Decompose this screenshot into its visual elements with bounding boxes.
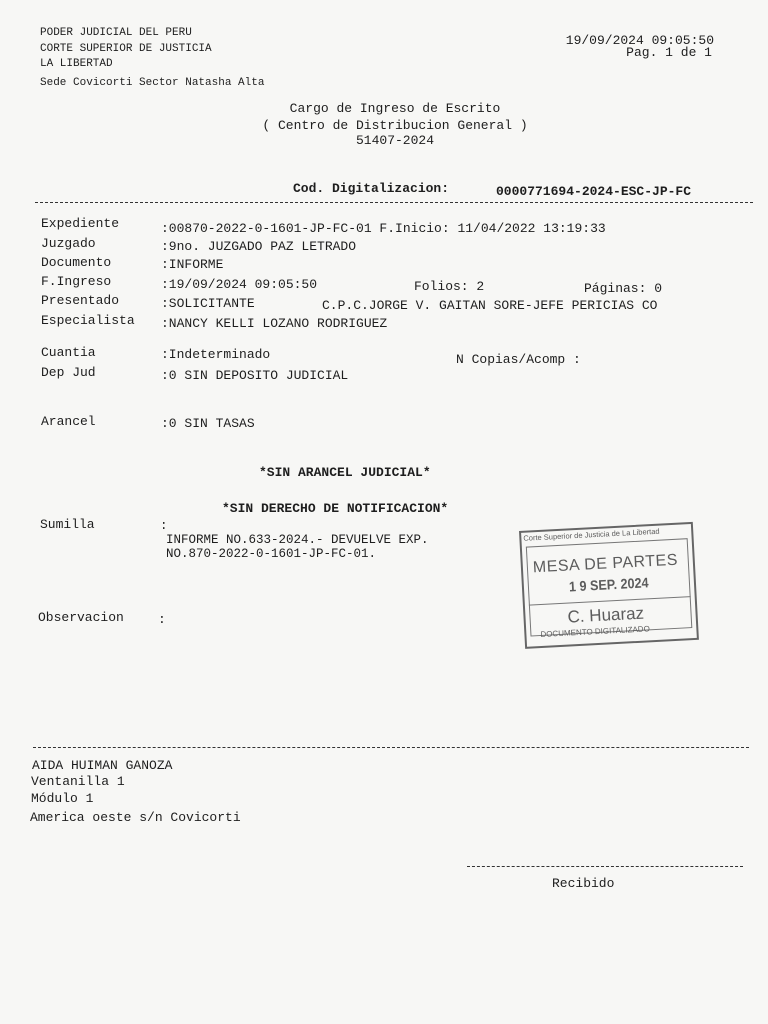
ncopias: N Copias/Acomp : [456,352,581,367]
stamp-place: C. Huaraz [567,603,645,627]
presentado-name: C.P.C.JORGE V. GAITAN SORE-JEFE PERICIAS CO [322,298,658,313]
mesa-de-partes-stamp [519,522,699,649]
doc-subtitle: ( Centro de Distribucion General ) [262,118,528,133]
stamp-date: 1 9 SEP. 2024 [568,574,649,595]
doc-number: 51407-2024 [355,133,434,148]
fingreso-value: :19/09/2024 09:05:50 [161,277,318,292]
doc-title: Cargo de Ingreso de Escrito [289,101,501,116]
expediente-label: Expediente [41,216,120,231]
sumilla-line-2: NO.870-2022-0-1601-JP-FC-01. [166,547,377,561]
observacion-colon: : [158,612,166,627]
stamp-digitalized: DOCUMENTO DIGITALIZADO [540,624,651,640]
header-sede: Sede Covicorti Sector Natasha Alta [40,77,265,89]
stamp-court: Corte Superior de Justicia de La Libertad [523,526,660,543]
paginas: Páginas: 0 [584,281,663,296]
presentado-label: Presentado [41,293,120,308]
recibido-label: Recibido [552,876,615,891]
sumilla-line-1: INFORME NO.633-2024.- DEVUELVE EXP. [166,533,429,547]
observacion-label: Observacion [38,610,124,625]
presentado-value: :SOLICITANTE [161,296,255,311]
header-court: PODER JUDICIAL DEL PERU [40,27,192,39]
separator-bottom [33,747,749,748]
header-region: LA LIBERTAD [40,58,113,70]
expediente-value: :00870-2022-0-1601-JP-FC-01 F.Inicio: 11/04/2022 13:19:33 [161,221,606,236]
footer-name: AIDA HUIMAN GANOZA [32,758,173,773]
documento-value: :INFORME [161,257,224,272]
sumilla-label: Sumilla [40,517,95,532]
especialista-label: Especialista [41,313,135,328]
cod-label: Cod. Digitalizacion: [293,181,450,196]
stamp-title: MESA DE PARTES [532,551,679,577]
sumilla-colon: : [160,519,168,533]
notice-sin-notificacion: *SIN DERECHO DE NOTIFICACION* [222,501,449,516]
fingreso-label: F.Ingreso [41,274,112,289]
documento-label: Documento [41,255,112,270]
separator-top [35,202,753,203]
header-page: Pag. 1 de 1 [626,45,712,60]
footer-address: America oeste s/n Covicorti [30,810,241,825]
depjud-label: Dep Jud [41,365,96,380]
cuantia-label: Cuantia [41,345,96,360]
juzgado-value: :9no. JUZGADO PAZ LETRADO [161,239,357,254]
signature-line [467,866,743,867]
footer-modulo: Módulo 1 [31,791,94,806]
folios: Folios: 2 [414,279,485,294]
header-superior-court: CORTE SUPERIOR DE JUSTICIA [40,43,212,55]
footer-ventanilla: Ventanilla 1 [31,774,125,789]
arancel-label: Arancel [41,414,96,429]
juzgado-label: Juzgado [41,236,96,251]
header-datetime: 19/09/2024 09:05:50 [565,33,714,48]
depjud-value: :0 SIN DEPOSITO JUDICIAL [161,368,349,383]
notice-sin-arancel: *SIN ARANCEL JUDICIAL* [259,465,431,480]
cuantia-value: :Indeterminado [161,347,271,362]
especialista-value: :NANCY KELLI LOZANO RODRIGUEZ [161,316,388,331]
arancel-value: :0 SIN TASAS [161,416,255,431]
cod-value: 0000771694-2024-ESC-JP-FC [496,184,692,199]
